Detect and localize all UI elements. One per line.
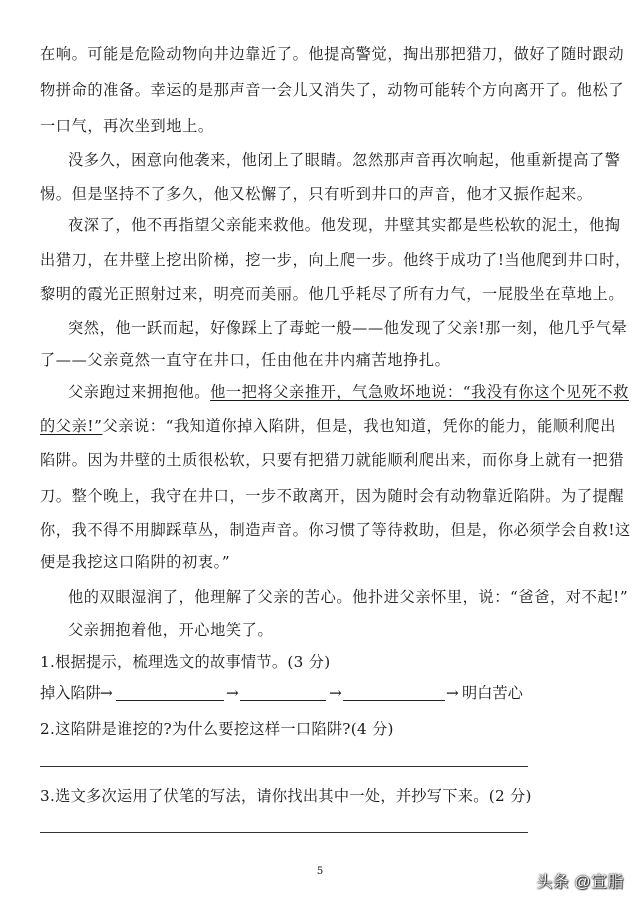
page-number: 5 [316,866,324,877]
passage-line: 便是我挖这口陷阱的初衷。” [40,553,231,571]
flow-end: 明白苦心 [462,684,523,702]
passage-line: 突然，他一跃而起，好像踩上了毒蛇一般——他发现了父亲!那一刻，他几乎气晕 [68,319,628,337]
underlined-sentence: 他一把将父亲推开，气急败坏地说：“我没有你这个见死不救 [210,383,629,401]
passage-line: 他的双眼湿润了，他理解了父亲的苦心。他扑进父亲怀里，说：“爸爸，对不起!” [68,588,629,606]
flow-arrow: → [329,684,342,702]
passage-line: 黎明的霞光正照射过来，明亮而美丽。他几乎耗尽了所有力气，一屁股坐在草地上。 [40,285,625,303]
flow-start: 掉入陷阱 [40,684,101,702]
flow-arrow: → [100,684,113,702]
answer-blank-3[interactable] [343,700,445,701]
passage-text: 父亲说：“我知道你掉入陷阱，但是，我也知道，凭你的能力，能顺利爬出 [102,417,617,435]
passage-line: 物拼命的准备。幸运的是那声音一会儿又消失了，动物可能转个方向离开了。他松了 [40,81,625,99]
question-2: 2.这陷阱是谁挖的?为什么要挖这样一口陷阱?(4 分) [40,720,394,738]
question-3: 3.选文多次运用了伏笔的写法，请你找出其中一处，并抄写下来。(2 分) [40,787,532,805]
underlined-sentence-end: 的父亲!” [40,417,103,435]
passage-line: 没多久，困意向他袭来，他闭上了眼睛。忽然那声音再次响起，他重新提高了警 [68,151,621,169]
passage-line: 惕。但是坚持不了多久，他又松懈了，只有听到井口的声音，他才又振作起来。 [40,185,593,203]
passage-text: 父亲跑过来拥抱他。 [68,383,211,401]
watermark: 头条 @宣脂 [536,874,624,891]
passage-line: 陷阱。因为井壁的土质很松软，只要有把猎刀就能顺利爬出来，而你身上就有一把猎 [40,451,625,469]
passage-line: 了——父亲竟然一直守在井口，任由他在井内痛苦地挣扎。 [40,351,451,369]
answer-line-3[interactable] [40,832,528,833]
question-1: 1.根据提示，梳理选文的故事情节。(3 分) [40,653,331,671]
passage-line: 在响。可能是危险动物向井边靠近了。他提高警觉，掏出那把猎刀，做好了随时跟动 [40,45,625,63]
passage-line: 夜深了，他不再指望父亲能来救他。他发现，井壁其实都是些松软的泥土，他掏 [68,216,621,234]
flow-arrow: → [446,684,459,702]
answer-blank-1[interactable] [116,700,224,701]
passage-line: 刀。整个晚上，我守在井口，一步不敢离开，因为随时会有动物靠近陷阱。为了提醒 [40,487,625,505]
passage-line: 你，我不得不用脚踩草丛，制造声音。你习惯了等待救助，但是，你必须学会自救!这 [40,521,631,539]
passage-line [40,416,617,436]
answer-blank-2[interactable] [240,700,326,701]
passage-line: 父亲拥抱着他，开心地笑了。 [68,621,274,639]
passage-line [68,382,629,402]
answer-line-2[interactable] [40,766,528,767]
passage-line: 出猎刀，在井壁上挖出阶梯，挖一步，向上爬一步。他终于成功了!当他爬到井口时， [40,251,631,269]
passage-line: 一口气，再次坐到地上。 [40,117,214,135]
flow-arrow: → [226,684,239,702]
